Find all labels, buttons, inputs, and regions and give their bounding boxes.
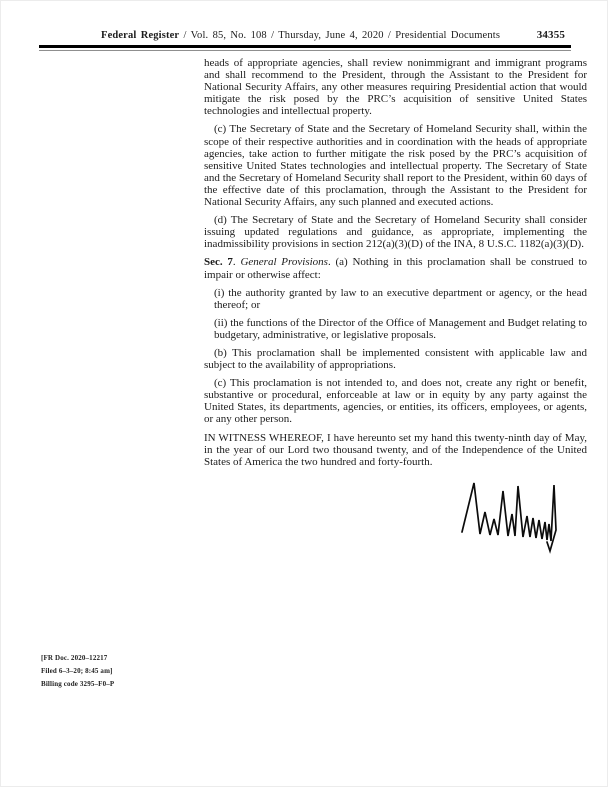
paragraph-c-no-rights: (c) This proclamation is not intended to, and does not, create any right or benefit, substantive or procedural, enforceable at law or in equity by any party against the United States, its departments, agencies, or entities, its officers, employees, or agents, or any other person. (204, 377, 587, 426)
running-head (39, 29, 571, 41)
paragraph-c-secretary-action: (c) The Secretary of State and the Secretary of Homeland Security shall, within the scope of their respective authorities and in coordination with the heads of appropriate agencies, take action to further mitigate the risk posed by the PRC’s acquisition of sensitive United States technologies and intellectual property. The Secretary of State and the Secretary of Homeland Security shall report to the President, within 60 days of the effective date of this proclamation, through the Assistant to the President for National Security Affairs, any such planned and executed actions. (204, 123, 587, 209)
presidential-signature (460, 480, 562, 554)
page-header (39, 29, 571, 51)
paragraph-item-ii: (ii) the functions of the Director of the Office of Management and Budget relating to budgetary, administrative, or legislative proposals. (214, 316, 587, 341)
sec7-text: . (a) Nothing in this proclamation shall be construed to impair or otherwise affect: (204, 256, 587, 281)
fr-doc-number: [FR Doc. 2020–12217 (41, 654, 108, 662)
paragraph-sec7-general-provisions (204, 256, 587, 280)
sec7-label: Sec. 7 (204, 256, 233, 269)
header-rule-thick (39, 45, 571, 48)
header-rule-thin (39, 50, 571, 51)
fr-doc-notes (41, 652, 114, 691)
journal-name: Federal Register (101, 30, 180, 41)
sec7-separator: . (232, 256, 241, 269)
paragraph-continuation: heads of appropriate agencies, shall review nonimmigrant and immigrant programs and shall recommend to the President, through the Assistant to the President for National Security Affairs, any other measures requiring Presidential action that would mitigate the risk posed by the PRC’s acquisition of sensitive United States technologies and intellectual property. (204, 57, 587, 118)
filed-date: Filed 6–3–20; 8:45 am] (41, 667, 113, 675)
billing-code: Billing code 3295–F0–P (41, 680, 115, 688)
paragraph-b-implementation: (b) This proclamation shall be implemented consistent with applicable law and subject to the availability of appropriations. (204, 346, 587, 372)
paragraph-witness-clause: IN WITNESS WHEREOF, I have hereunto set my hand this twenty-ninth day of May, in the year of our Lord two thousand twenty, and of the Independence of the United States of America the two hundred and forty-fourth. (204, 431, 587, 468)
signature-icon (460, 480, 562, 554)
paragraph-d-regulations: (d) The Secretary of State and the Secretary of Homeland Security shall consider issuing updated regulations and guidance, as appropriate, implementing the inadmissibility provisions in section 212(a)(3)(D) of the INA, 8 U.S.C. 1182(a)(3)(D). (204, 214, 587, 251)
document-body (204, 57, 587, 554)
issue-info: / Vol. 85, No. 108 / Thursday, June 4, 2020 / Presidential Documents (179, 30, 501, 41)
journal-title-line (101, 30, 500, 41)
sec7-title: General Provisions (240, 256, 328, 269)
paragraph-item-i: (i) the authority granted by law to an executive department or agency, or the head thereof; or (214, 286, 587, 311)
page-number: 34355 (536, 29, 565, 41)
